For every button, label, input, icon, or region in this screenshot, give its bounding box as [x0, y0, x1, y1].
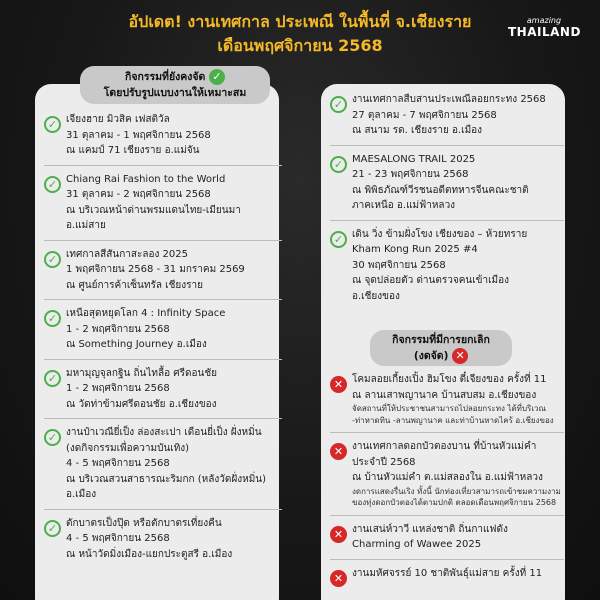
item-text	[352, 92, 564, 139]
item-line: งานเทศกาลดอกบัวตองบาน ที่บ้านหัวแม่คำ	[352, 441, 537, 452]
item-line: 21 - 23 พฤศจิกายน 2568	[352, 169, 469, 180]
title-line-1: อัปเดต! งานเทศกาล ประเพณี ในพื้นที่ จ.เชียงราย	[128, 12, 472, 31]
item-line: Charming of Wawee 2025	[352, 539, 482, 550]
list-item	[44, 306, 282, 360]
item-note: -ท่าหาดทิน -ลานพญานาค และท่าบ้านหาดไคร้ อ.เชียงของ	[352, 415, 554, 425]
item-line: ณ หน้าวัดมิ่งเมือง-แยกประตูสรี อ.เมือง	[66, 548, 233, 560]
title-line-2: เดือนพฤศจิกายน 2568	[217, 36, 383, 55]
item-line: งานเสน่ห์วาวี แหล่งชาติ ถิ่นกาแฟดัง	[352, 523, 508, 535]
item-text	[66, 172, 282, 234]
item-line: ณ บริเวณหน้าด่านพรมแดนไทย-เมียนมา	[66, 204, 241, 216]
item-line: งานป๋าเวณียี่เป็ง ล่องสะเปา เดือนยี่เป็ง ฝั่งหมิ่น	[66, 427, 262, 438]
item-line: 30 พฤศจิกายน 2568	[352, 259, 446, 271]
list-item	[44, 172, 282, 241]
icon-wrap	[330, 372, 352, 393]
list-item	[330, 566, 564, 593]
icon-wrap	[330, 566, 352, 587]
item-line: MAESALONG TRAIL 2025	[352, 153, 476, 165]
item-text	[352, 566, 564, 582]
item-note: งดการแสดงรื่นเริง ทั้งนี้ นักท่องเที่ยวสามารถเข้าชมความงาม	[352, 486, 561, 496]
check-icon: ✓	[44, 310, 61, 327]
x-icon: ✕	[330, 526, 347, 543]
x-icon: ✕	[452, 348, 468, 364]
icon-wrap	[44, 516, 66, 537]
list-item	[330, 439, 564, 516]
item-line: อ.เมือง	[66, 489, 97, 500]
list-item	[330, 92, 564, 146]
item-line: 1 - 2 พฤศจิกายน 2568	[66, 383, 170, 394]
item-line: ณ จุดปล่อยตัว ด่านตรวจคนเข้าเมือง	[352, 275, 510, 286]
icon-wrap	[44, 247, 66, 268]
check-icon: ✓	[44, 429, 61, 446]
ongoing-list-right	[330, 92, 564, 316]
item-line: ณ บริเวณสวนสาธารณะริมกก (หลังวัดฝั่งหมิ่น)	[66, 473, 267, 485]
item-line: Chiang Rai Fashion to the World	[66, 173, 226, 185]
item-note: ของทุ่งดอกบัวตองได้ตามปกติ ตลอดเดือนพฤศจิกายน 2568	[352, 498, 557, 507]
logo-thailand: THAILAND	[508, 25, 581, 39]
ongoing-heading	[80, 66, 270, 104]
list-item	[44, 366, 282, 420]
check-icon: ✓	[44, 370, 61, 387]
item-line: 1 พฤศจิกายน 2568 - 31 มกราคม 2569	[66, 264, 245, 275]
item-line: 1 - 2 พฤศจิกายน 2568	[66, 323, 170, 335]
item-line: มหามุญจุลกฐิน ถิ่นไทลื้อ ศรีดอนชัย	[66, 367, 218, 379]
item-text	[352, 439, 564, 509]
list-item	[44, 112, 282, 166]
item-line: 31 ตุลาคม - 2 พฤศจิกายน 2568	[66, 189, 211, 200]
check-icon: ✓	[209, 69, 225, 85]
check-icon: ✓	[330, 231, 347, 248]
list-item	[330, 227, 564, 311]
ongoing-list	[44, 112, 282, 574]
logo-amazing: amazing	[526, 16, 562, 25]
item-line: ณ วัดท่าข้ามศรีดอนชัย อ.เชียงของ	[66, 398, 217, 410]
item-line: ณ Something Journey อ.เมือง	[66, 339, 207, 350]
check-icon: ✓	[330, 96, 347, 113]
ongoing-heading-line-2: โดยปรับรูปแบบงานให้เหมาะสม	[103, 87, 247, 99]
list-item	[330, 522, 564, 560]
item-text	[352, 152, 564, 214]
item-line: ประจำปี 2568	[352, 456, 416, 468]
item-line: ณ แคมป์ 71 เชียงราย อ.แม่จัน	[66, 145, 200, 156]
list-item	[44, 516, 282, 569]
item-text	[352, 522, 564, 553]
cancelled-heading-line-1: กิจกรรมที่มีการยกเลิก	[392, 334, 490, 346]
item-line: เหนือสุดหยุดโลก 4 : Infinity Space	[66, 308, 226, 319]
item-line: เจียงฮาย มิวสิค เฟสติวัล	[66, 114, 170, 125]
check-icon: ✓	[330, 156, 347, 173]
icon-wrap	[44, 306, 66, 327]
item-line: ณ พิพิธภัณฑ์วีรชนอดีตทหารจีนคณะชาติ	[352, 184, 529, 196]
item-line: ตักบาตรเป็งปุ๊ด หรือตักบาตรเที่ยงคืน	[66, 517, 222, 529]
ongoing-heading-line-1: กิจกรรมที่ยังคงจัด	[124, 71, 206, 83]
check-icon: ✓	[44, 520, 61, 537]
x-icon: ✕	[330, 376, 347, 393]
item-text	[352, 227, 564, 305]
item-line: อ.แม่สาย	[66, 220, 106, 231]
item-line: 4 - 5 พฤศจิกายน 2568	[66, 458, 170, 469]
item-line: ณ สนาม รด. เชียงราย อ.เมือง	[352, 125, 483, 136]
item-line: Kham Kong Run 2025 #4	[352, 244, 478, 255]
list-item	[330, 152, 564, 221]
item-line: งานมหัศจรรย์ 10 ชาติพันธุ์แม่สาย ครั้งที่ 11	[352, 567, 543, 579]
icon-wrap	[330, 152, 352, 173]
list-item	[44, 247, 282, 301]
item-line: (งดกิจกรรมเพื่อความบันเทิง)	[66, 442, 190, 454]
icon-wrap	[330, 227, 352, 248]
item-line: ณ ลานเสาพญานาค บ้านสบสม อ.เชียงของ	[352, 389, 537, 401]
cancelled-heading-line-2: (งดจัด)	[413, 350, 449, 362]
item-line: ภาคเหนือ อ.แม่ฟ้าหลวง	[352, 200, 456, 211]
item-text	[66, 516, 282, 563]
icon-wrap	[44, 425, 66, 446]
item-line: อ.เชียงของ	[352, 290, 400, 302]
icon-wrap	[44, 112, 66, 133]
list-item	[330, 372, 564, 433]
item-text	[66, 306, 282, 353]
cancelled-heading	[370, 330, 512, 366]
icon-wrap	[44, 366, 66, 387]
list-item	[44, 425, 282, 510]
cancelled-list	[330, 372, 564, 599]
icon-wrap	[330, 522, 352, 543]
item-line: 4 - 5 พฤศจิกายน 2568	[66, 533, 170, 544]
amazing-thailand-logo	[508, 16, 580, 39]
icon-wrap	[44, 172, 66, 193]
check-icon: ✓	[44, 116, 61, 133]
icon-wrap	[330, 92, 352, 113]
item-line: เทศกาลสีสันกาสะลอง 2025	[66, 248, 188, 260]
item-text	[66, 247, 282, 294]
item-text	[66, 366, 282, 413]
item-line: งานเทศกาลสืบสานประเพณีลอยกระทง 2568	[352, 94, 546, 105]
x-icon: ✕	[330, 443, 347, 460]
item-note: จัดสถานที่ให้ประชาชนสามารถไปลอยกระทง ได้ที่บริเวณ	[352, 404, 546, 413]
item-text	[66, 112, 282, 159]
check-icon: ✓	[44, 251, 61, 268]
check-icon: ✓	[44, 176, 61, 193]
item-line: โคมลอยเกี้ยงเปิ้ง ฮิมโขง ตี๋เจียงของ ครั้งที่ 11	[352, 374, 547, 385]
x-icon: ✕	[330, 570, 347, 587]
item-line: ณ ศูนย์การค้าเซ็นทรัล เชียงราย	[66, 279, 203, 291]
item-line: เดิน วิ่ง ข้ามฝั่งโขง เชียงของ – ห้วยทราย	[352, 228, 528, 240]
icon-wrap	[330, 439, 352, 460]
item-line: ณ บ้านหัวแม่คำ ต.แม่สลองใน อ.แม่ฟ้าหลวง	[352, 472, 543, 483]
item-text	[66, 425, 282, 503]
item-text	[352, 372, 564, 426]
item-line: 27 ตุลาคม - 7 พฤศจิกายน 2568	[352, 109, 497, 121]
item-line: 31 ตุลาคม - 1 พฤศจิกายน 2568	[66, 129, 211, 141]
